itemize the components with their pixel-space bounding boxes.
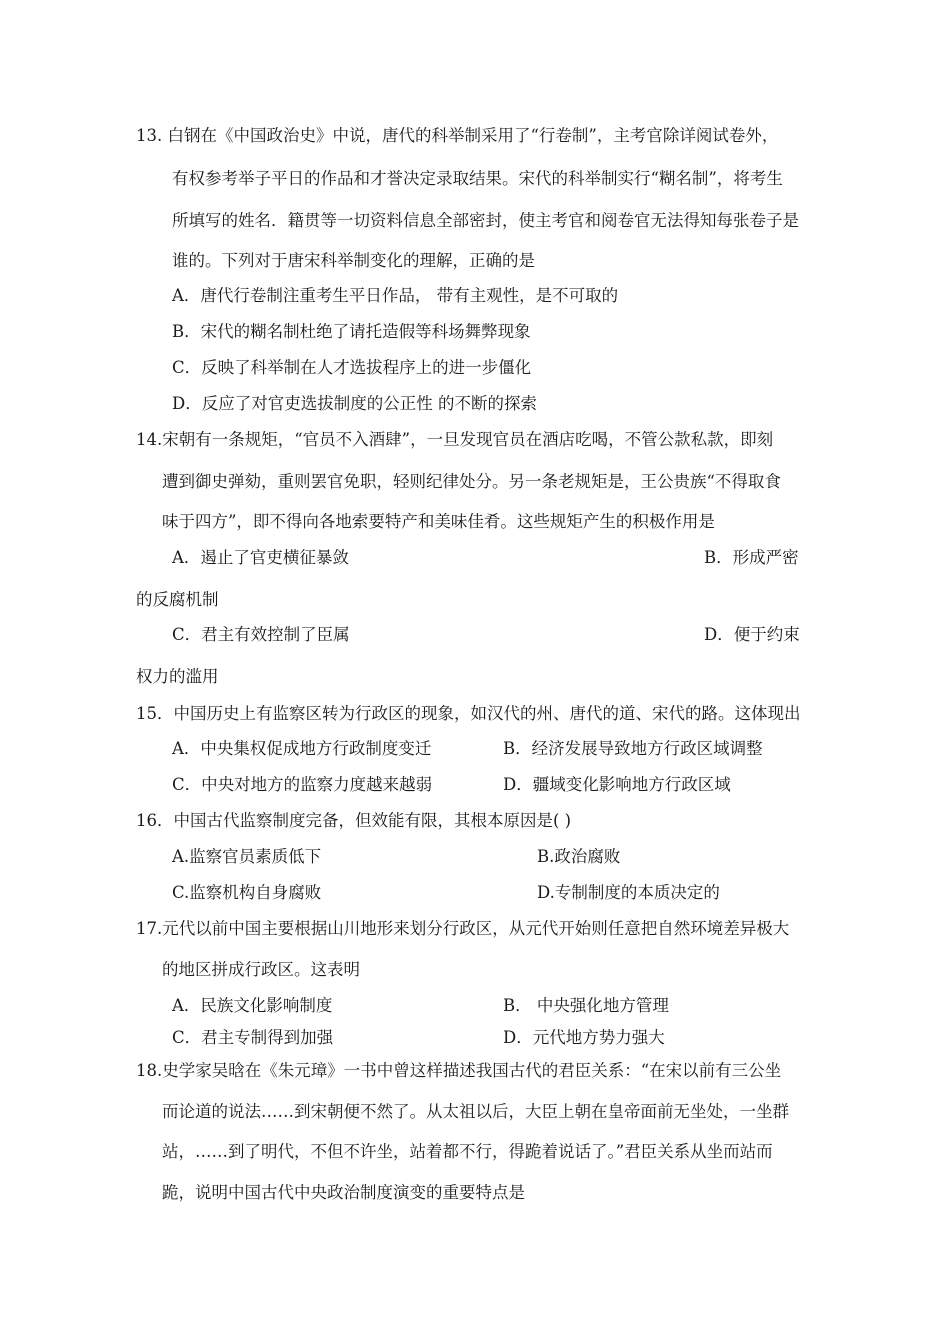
q15-option-a: A．中央集权促成地方行政制度变迁 — [172, 739, 432, 758]
q13-option-b: B．宋代的糊名制杜绝了请托造假等科场舞弊现象 — [172, 322, 531, 341]
q18-stem-line1: 18.史学家吴晗在《朱元璋》一书中曾这样描述我国古代的君臣关系：“在宋以前有三公坐 — [136, 1061, 782, 1080]
q13-stem-line1: 13. 白钢在《中国政治史》中说，唐代的科举制采用了“行卷制”，主考官除详阅试卷外， — [136, 126, 779, 145]
q14-option-d-wrap: 权力的滥用 — [136, 667, 219, 686]
q18-stem-line2: 而论道的说法……到宋朝便不然了。从太祖以后，大臣上朝在皇帝面前无坐处，一坐群 — [162, 1102, 789, 1121]
q17-option-d: D．元代地方势力强大 — [503, 1028, 665, 1047]
q17-option-a: A．民族文化影响制度 — [172, 996, 333, 1015]
q17-option-b: B． 中央强化地方管理 — [503, 996, 669, 1015]
q17-stem-line1: 17.元代以前中国主要根据山川地形来划分行政区，从元代开始则任意把自然环境差异极大 — [136, 919, 790, 938]
q16-option-a: A.监察官员素质低下 — [172, 847, 322, 866]
q18-stem-line4: 跪，说明中国古代中央政治制度演变的重要特点是 — [162, 1183, 525, 1202]
q14-option-b: B．形成严密 — [704, 548, 799, 567]
q14-option-d: D．便于约束 — [704, 625, 800, 644]
q16-option-b: B.政治腐败 — [537, 847, 621, 866]
q17-stem-line2: 的地区拼成行政区。这表明 — [162, 960, 360, 979]
q18-stem-line3: 站，……到了明代，不但不许坐，站着都不行，得跪着说话了。”君臣关系从坐而站而 — [162, 1142, 773, 1161]
q16-stem-line1: 16．中国古代监察制度完备，但效能有限，其根本原因是( ) — [136, 811, 572, 830]
q13-option-a: A．唐代行卷制注重考生平日作品， 带有主观性，是不可取的 — [172, 286, 619, 305]
q14-stem-line1: 14.宋朝有一条规矩，“官员不入酒肆”，一旦发现官员在酒店吃喝，不管公款私款，即刻 — [136, 430, 774, 449]
q14-stem-line3: 味于四方”，即不得向各地索要特产和美味佳肴。这些规矩产生的积极作用是 — [162, 512, 715, 531]
q14-option-b-wrap: 的反腐机制 — [136, 590, 219, 609]
q13-option-d: D．反应了对官吏选拔制度的公正性 的不断的探索 — [172, 394, 537, 413]
q15-option-c: C．中央对地方的监察力度越来越弱 — [172, 775, 433, 794]
q14-stem-line2: 遭到御史弹劾，重则罢官免职，轻则纪律处分。另一条老规矩是，王公贵族“不得取食 — [162, 472, 781, 491]
q15-option-d: D．疆域变化影响地方行政区域 — [503, 775, 731, 794]
q13-stem-line2: 有权参考举子平日的作品和才誉决定录取结果。宋代的科举制实行“糊名制”，将考生 — [172, 169, 783, 188]
q17-option-c: C．君主专制得到加强 — [172, 1028, 334, 1047]
q16-option-c: C.监察机构自身腐败 — [172, 883, 322, 902]
q15-option-b: B．经济发展导致地方行政区域调整 — [503, 739, 763, 758]
q13-stem-line4: 谁的。下列对于唐宋科举制变化的理解，正确的是 — [172, 251, 535, 270]
q16-option-d: D.专制制度的本质决定的 — [537, 883, 720, 902]
q14-option-a: A．遏止了官吏横征暴敛 — [172, 548, 349, 567]
q13-stem-line3: 所填写的姓名．籍贯等一切资料信息全部密封，使主考官和阅卷官无法得知每张卷子是 — [172, 211, 799, 230]
q13-option-c: C．反映了科举制在人才选拔程序上的进一步僵化 — [172, 358, 532, 377]
q14-option-c: C．君主有效控制了臣属 — [172, 625, 350, 644]
q15-stem-line1: 15．中国历史上有监察区转为行政区的现象，如汉代的州、唐代的道、宋代的路。这体现出 — [136, 704, 801, 723]
